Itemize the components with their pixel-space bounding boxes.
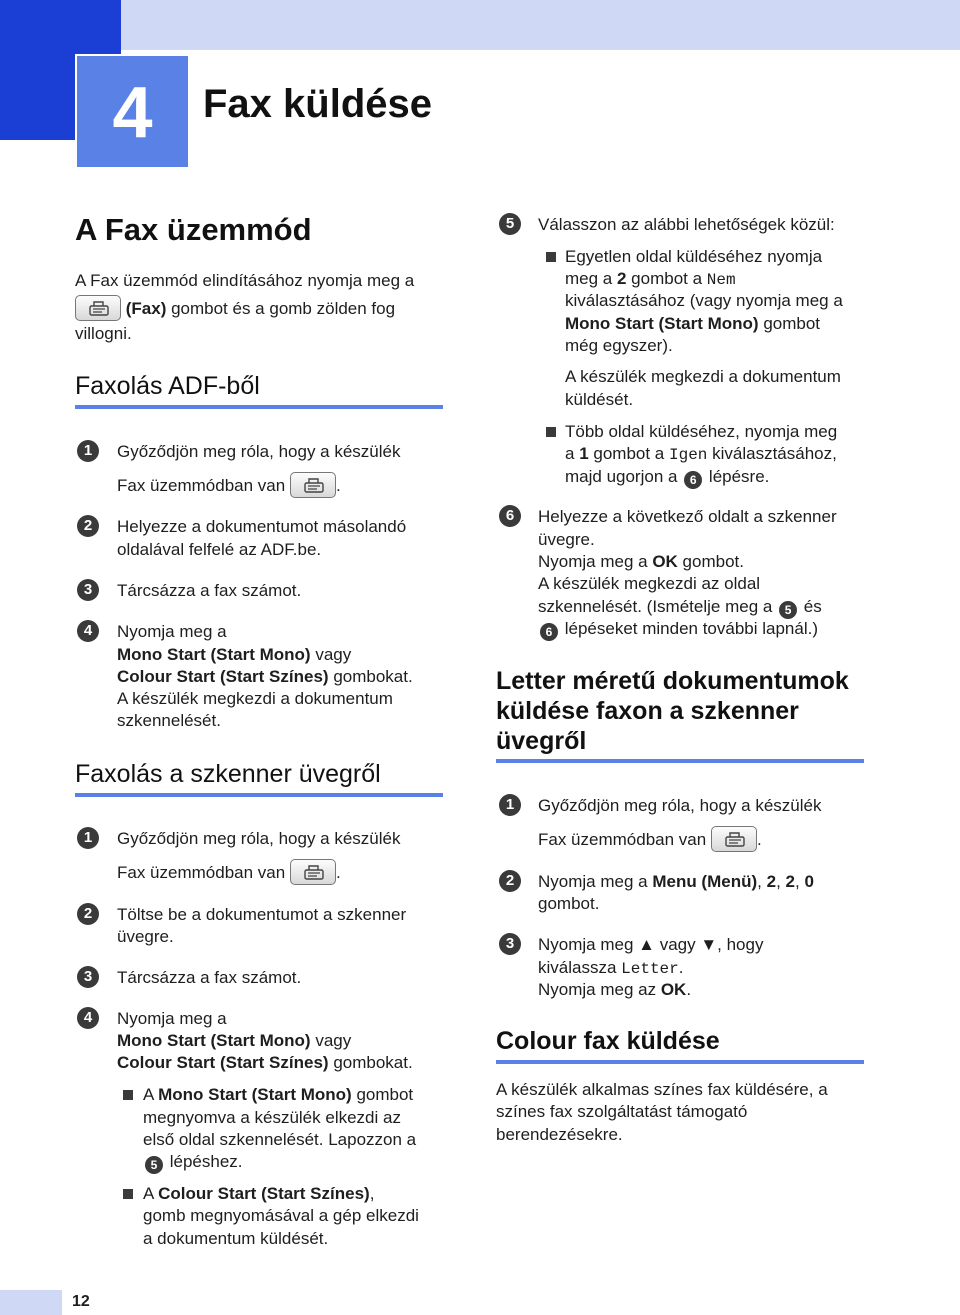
adf-step-4-buttons: gombokat. — [328, 667, 413, 686]
glass-bullet-1-a: A — [143, 1085, 159, 1104]
opt2-text-d: kiválasztásához, — [707, 444, 837, 463]
glass-bullet-2-a: A — [143, 1184, 159, 1203]
key-0-label: 0 — [804, 872, 814, 891]
adf-step-4-line5: szkennelését. — [117, 711, 221, 730]
bullet-marker — [546, 252, 556, 262]
adf-step-3-number: 3 — [77, 579, 99, 601]
adf-step-2-number: 2 — [77, 515, 99, 537]
glass-step-4-buttons: gombokat. — [328, 1053, 413, 1072]
step-5-line1: Válasszon az alábbi lehetőségek közül: — [538, 215, 835, 234]
mono-start-label: Mono Start (Start Mono) — [565, 314, 759, 333]
step-5-opt1-l3: kiválasztásához (vagy nyomja meg a — [565, 291, 843, 310]
glass-step-2-line2: üvegre. — [117, 927, 174, 946]
step-5-opt1-l6: A készülék megkezdi a dokumentum — [565, 367, 841, 386]
key-2-label: 2 — [785, 872, 795, 891]
mono-start-label: Mono Start (Start Mono) — [158, 1085, 352, 1104]
step-6-text-lepeseket: lépéseket minden további lapnál.) — [560, 619, 818, 638]
glass-step-3-number: 3 — [77, 966, 99, 988]
ok-label: OK — [660, 980, 687, 999]
fax-icon — [75, 295, 121, 321]
step-5-opt1-l1: Egyetlen oldal küldéséhez nyomja — [565, 247, 823, 266]
step-5-opt1-l7: küldését. — [565, 390, 634, 409]
step-5-opt2-l2 — [565, 443, 837, 467]
opt2-text-lepesre: lépésre. — [704, 467, 770, 486]
step-5-number: 5 — [499, 213, 521, 235]
letter-title-rule — [496, 759, 864, 763]
glass-step-1-line1: Győződjön meg róla, hogy a készülék — [117, 829, 401, 848]
key-1-label: 1 — [579, 444, 589, 463]
glass-step-1-line2 — [117, 859, 341, 885]
glass-bullet-1-line3: első oldal szkennelését. Lapozzon a — [143, 1130, 417, 1149]
adf-step-4-line3 — [117, 666, 413, 689]
adf-step-1-number: 1 — [77, 440, 99, 462]
footer-band — [0, 1290, 62, 1315]
colour-l1: A készülék alkalmas színes fax küldésére, a — [496, 1080, 828, 1099]
glass-title: Faxolás a szkenner üvegről — [75, 760, 381, 788]
letter-step-2-text: Nyomja meg a — [538, 872, 653, 891]
bullet-marker — [123, 1090, 133, 1100]
opt2-text-c: gombot a — [588, 444, 669, 463]
letter-step-3-l3 — [538, 979, 691, 1002]
step-5-opt1-l2 — [565, 268, 736, 292]
glass-bullet-1-end: lépéshez. — [165, 1152, 243, 1171]
glass-step-1-number: 1 — [77, 827, 99, 849]
step-6-number: 6 — [499, 505, 521, 527]
adf-step-4-line4: A készülék megkezdi a dokumentum — [117, 689, 393, 708]
colour-l2: színes fax szolgáltatást támogató — [496, 1102, 748, 1121]
letter-title-line3: üvegről — [496, 727, 587, 755]
step-ref-5: 5 — [779, 601, 797, 619]
menu-label: Menu (Menü) — [652, 872, 758, 891]
adf-step-1-line2 — [117, 472, 341, 498]
letter-step-1-l2 — [538, 826, 762, 852]
adf-step-2-line1: Helyezze a dokumentumot másolandó — [117, 517, 407, 536]
option-letter: Letter — [621, 960, 679, 978]
letter-step-1-text: Fax üzemmódban van — [538, 830, 707, 849]
intro-line-3: villogni. — [75, 324, 132, 343]
step-6-text-es: és — [799, 597, 822, 616]
letter-title-line2: küldése faxon a szkenner — [496, 697, 799, 725]
glass-step-2-number: 2 — [77, 903, 99, 925]
colour-title-rule — [496, 1060, 864, 1064]
step-ref-5: 5 — [145, 1156, 163, 1174]
glass-bullet-1-rest: gombot — [351, 1085, 414, 1104]
letter-step-2-l1 — [538, 871, 814, 894]
glass-bullet-1-line2: megnyomva a készülék elkezdi az — [143, 1108, 401, 1127]
down-arrow-icon: ▼ — [700, 935, 718, 954]
step-6-l5 — [538, 596, 822, 619]
colour-start-label: Colour Start (Start Színes) — [117, 667, 329, 686]
step-6-l3 — [538, 551, 744, 574]
intro-line-2-rest: gombot és a gomb zölden fog — [166, 299, 396, 318]
letter-step-1-l1: Győződjön meg róla, hogy a készülék — [538, 796, 822, 815]
letter-title — [496, 666, 849, 756]
bullet-marker — [123, 1189, 133, 1199]
fax-label: (Fax) — [125, 299, 167, 318]
glass-step-4-number: 4 — [77, 1007, 99, 1029]
letter-step-2-l2: gombot. — [538, 894, 600, 913]
glass-title-rule — [75, 793, 443, 797]
step-6-l6 — [538, 618, 818, 641]
glass-step-1-period: . — [335, 863, 341, 882]
glass-bullet-2-line3: a dokumentum küldését. — [143, 1229, 329, 1248]
glass-step-4-or: vagy — [310, 1031, 352, 1050]
step-5-opt2-l3 — [565, 466, 769, 489]
header-band — [0, 0, 960, 50]
adf-step-1-line1: Győződjön meg róla, hogy a készülék — [117, 442, 401, 461]
step-6-l2: üvegre. — [538, 530, 595, 549]
glass-bullet-1-line1 — [143, 1084, 413, 1107]
opt1-text-gombot: gombot — [758, 314, 821, 333]
ok-label: OK — [652, 552, 678, 571]
opt1-text-a: meg a — [565, 269, 617, 288]
page-number: 12 — [72, 1293, 90, 1310]
opt1-text-c: gombot a — [626, 269, 707, 288]
chapter-number: 4 — [112, 73, 153, 153]
adf-step-4-line1: Nyomja meg a — [117, 622, 227, 641]
chapter-title: Fax küldése — [203, 82, 433, 126]
fax-icon — [711, 826, 757, 852]
letter-step-3-text: Nyomja meg — [538, 935, 639, 954]
adf-step-4-number: 4 — [77, 620, 99, 642]
step-ref-6: 6 — [684, 471, 702, 489]
adf-step-1-period: . — [335, 476, 341, 495]
adf-step-4-line2 — [117, 644, 351, 667]
step-6-text-c: gombot. — [677, 552, 744, 571]
colour-start-label: Colour Start (Start Színes) — [117, 1053, 329, 1072]
opt2-text-ugorjon: majd ugorjon a — [565, 467, 683, 486]
letter-step-3-hogy: , hogy — [717, 935, 764, 954]
glass-step-2-line1: Töltse be a dokumentumot a szkenner — [117, 905, 407, 924]
bullet-marker — [546, 427, 556, 437]
colour-l3: berendezésekre. — [496, 1125, 623, 1144]
letter-step-3-nyomja: Nyomja meg az — [538, 980, 661, 999]
adf-step-2-line2: oldalával felfelé az ADF.be. — [117, 540, 322, 559]
step-6-l4: A készülék megkezdi az oldal — [538, 574, 761, 593]
colour-title: Colour fax küldése — [496, 1027, 720, 1055]
letter-step-3-or: vagy — [654, 935, 701, 954]
fax-icon — [290, 472, 336, 498]
letter-step-3-number: 3 — [499, 933, 521, 955]
glass-bullet-2-line2: gomb megnyomásával a gép elkezdi — [143, 1206, 419, 1225]
step-6-text-ismetelje: szkennelését. (Ismételje meg a — [538, 597, 778, 616]
adf-title-rule — [75, 405, 443, 409]
step-5-opt1-l5: még egyszer). — [565, 336, 673, 355]
letter-title-line1: Letter méretű dokumentumok — [496, 667, 849, 695]
adf-title: Faxolás ADF-ből — [75, 372, 260, 400]
glass-step-4-line3 — [117, 1052, 413, 1075]
adf-step-1-text: Fax üzemmódban van — [117, 476, 286, 495]
letter-step-3-l1 — [538, 934, 763, 957]
step-5-opt1-l4 — [565, 313, 820, 336]
adf-step-3-line1: Tárcsázza a fax számot. — [117, 581, 302, 600]
option-igen: Igen — [668, 446, 708, 464]
step-ref-6: 6 — [540, 623, 558, 641]
period: . — [686, 980, 692, 999]
letter-step-2-number: 2 — [499, 870, 521, 892]
intro-line-2 — [75, 295, 395, 321]
glass-bullet-2-rest: , — [369, 1184, 375, 1203]
glass-bullet-1-line4 — [143, 1151, 243, 1174]
key-2-label: 2 — [616, 269, 627, 288]
option-nem: Nem — [706, 271, 736, 289]
adf-step-4-or: vagy — [310, 645, 352, 664]
glass-step-1-text: Fax üzemmódban van — [117, 863, 286, 882]
mono-start-label: Mono Start (Start Mono) — [117, 1031, 311, 1050]
letter-step-1-period: . — [756, 830, 762, 849]
section-title-fax-mode: A Fax üzemmód — [75, 212, 312, 247]
step-6-text-a: Nyomja meg a — [538, 552, 653, 571]
sep: , — [757, 872, 767, 891]
glass-bullet-2-line1 — [143, 1183, 374, 1206]
letter-step-3-l2 — [538, 957, 683, 981]
fax-icon — [290, 859, 336, 885]
sep: , — [776, 872, 786, 891]
glass-step-3-line1: Tárcsázza a fax számot. — [117, 968, 302, 987]
letter-step-1-number: 1 — [499, 794, 521, 816]
key-2-label: 2 — [766, 872, 777, 891]
colour-start-label: Colour Start (Start Színes) — [158, 1184, 370, 1203]
glass-step-4-line1: Nyomja meg a — [117, 1009, 227, 1028]
step-6-l1: Helyezze a következő oldalt a szkenner — [538, 507, 837, 526]
opt2-text-a: a — [565, 444, 580, 463]
intro-line-1: A Fax üzemmód elindításához nyomja meg a — [75, 271, 415, 290]
letter-step-3-kivalassza: kiválassza — [538, 958, 622, 977]
period: . — [678, 958, 684, 977]
mono-start-label: Mono Start (Start Mono) — [117, 645, 311, 664]
sep: , — [795, 872, 805, 891]
glass-step-4-line2 — [117, 1030, 351, 1053]
up-arrow-icon: ▲ — [638, 935, 655, 954]
step-5-opt2-l1: Több oldal küldéséhez, nyomja meg — [565, 422, 838, 441]
